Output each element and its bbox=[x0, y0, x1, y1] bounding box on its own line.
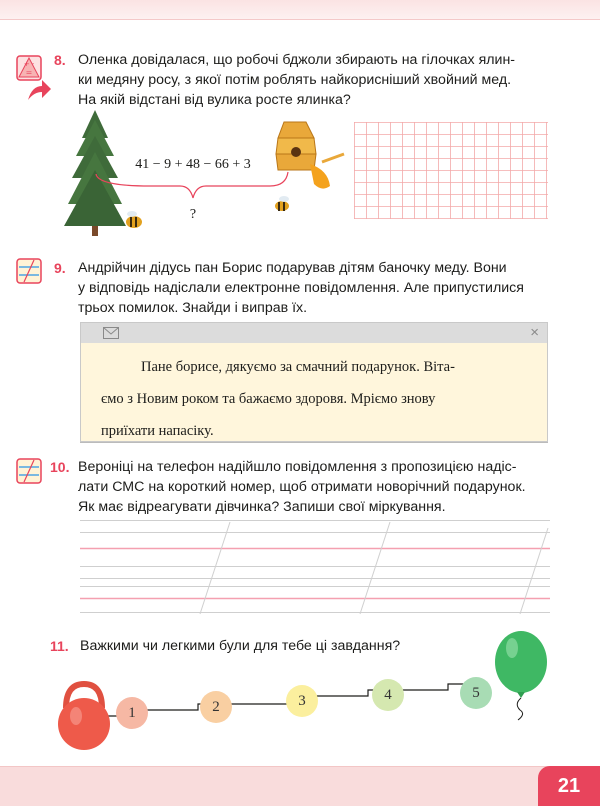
difficulty-step-4[interactable]: 4 bbox=[372, 679, 404, 711]
task-8-illustration bbox=[60, 108, 350, 242]
pink-arrow-icon bbox=[24, 76, 52, 104]
task-8-line: Оленка довідалася, що робочі бджоли збирають на гілочках ялин- bbox=[78, 52, 516, 68]
task-11-number: 11. bbox=[50, 638, 69, 654]
task-8-number: 8. bbox=[54, 52, 66, 68]
email-titlebar bbox=[81, 323, 547, 343]
difficulty-step-5[interactable]: 5 bbox=[460, 677, 492, 709]
page-number: 21 bbox=[538, 766, 600, 806]
email-line: ємо з Новим роком та бажаємо здоровя. Мріємо знову bbox=[101, 391, 436, 407]
answer-grid[interactable] bbox=[354, 122, 548, 222]
task-10-line: Як має відреагувати дівчинка? Запиши свої міркування. bbox=[78, 499, 446, 515]
brace bbox=[96, 172, 288, 198]
footer-band bbox=[0, 766, 600, 806]
email-line: Пане борисе, дякуємо за смачний подарунок. Віта- bbox=[141, 359, 455, 375]
task-8-question-mark: ? bbox=[189, 207, 197, 222]
task-8-text bbox=[78, 50, 548, 110]
svg-text:=: = bbox=[25, 68, 33, 77]
task-8-expression: 41 − 9 + 48 − 66 + 3 bbox=[135, 157, 251, 172]
envelope-icon bbox=[103, 327, 119, 339]
fir-tree-icon bbox=[64, 110, 126, 236]
writing-icon bbox=[16, 458, 42, 484]
email-message bbox=[80, 322, 548, 442]
close-icon[interactable]: × bbox=[530, 324, 539, 341]
task-9-line: у відповідь надіслали електронне повідомлення. Але припустилися bbox=[78, 280, 524, 296]
task-10-line: лати СМС на короткий номер, щоб отримати новорічний подарунок. bbox=[78, 479, 526, 495]
task-10-line: Вероніці на телефон надійшло повідомлення з пропозицією надіс- bbox=[78, 459, 517, 475]
task-11-text: Важкими чи легкими були для тебе ці завдання? bbox=[80, 638, 401, 654]
bee-icon bbox=[126, 211, 142, 228]
difficulty-step-1[interactable]: 1 bbox=[116, 697, 148, 729]
task-8-line: На якій відстані від вулика росте ялинка? bbox=[78, 92, 351, 108]
email-line: приїхати напасіку. bbox=[101, 423, 214, 439]
task-10-number: 10. bbox=[50, 459, 70, 475]
task-8-line: ки медяну росу, з якої потім роблять найкорисніший хвойний мед. bbox=[78, 72, 512, 88]
svg-text:+ -: + - bbox=[23, 60, 35, 68]
task-9-text bbox=[78, 258, 548, 318]
handwriting-lines[interactable] bbox=[80, 520, 550, 616]
task-10-text bbox=[78, 457, 548, 517]
kettlebell-icon bbox=[58, 684, 110, 750]
top-band bbox=[0, 0, 600, 20]
writing-icon bbox=[16, 258, 42, 284]
task-9-line: трьох помилок. Знайди і виправ їх. bbox=[78, 300, 308, 316]
task-9-line: Андрійчин дідусь пан Борис подарував дітям баночку меду. Вони bbox=[78, 260, 507, 276]
balloon-icon bbox=[495, 631, 547, 720]
task-9-number: 9. bbox=[54, 260, 66, 276]
difficulty-step-3[interactable]: 3 bbox=[286, 685, 318, 717]
difficulty-step-2[interactable]: 2 bbox=[200, 691, 232, 723]
email-body bbox=[81, 343, 547, 447]
bee-icon bbox=[275, 196, 289, 211]
